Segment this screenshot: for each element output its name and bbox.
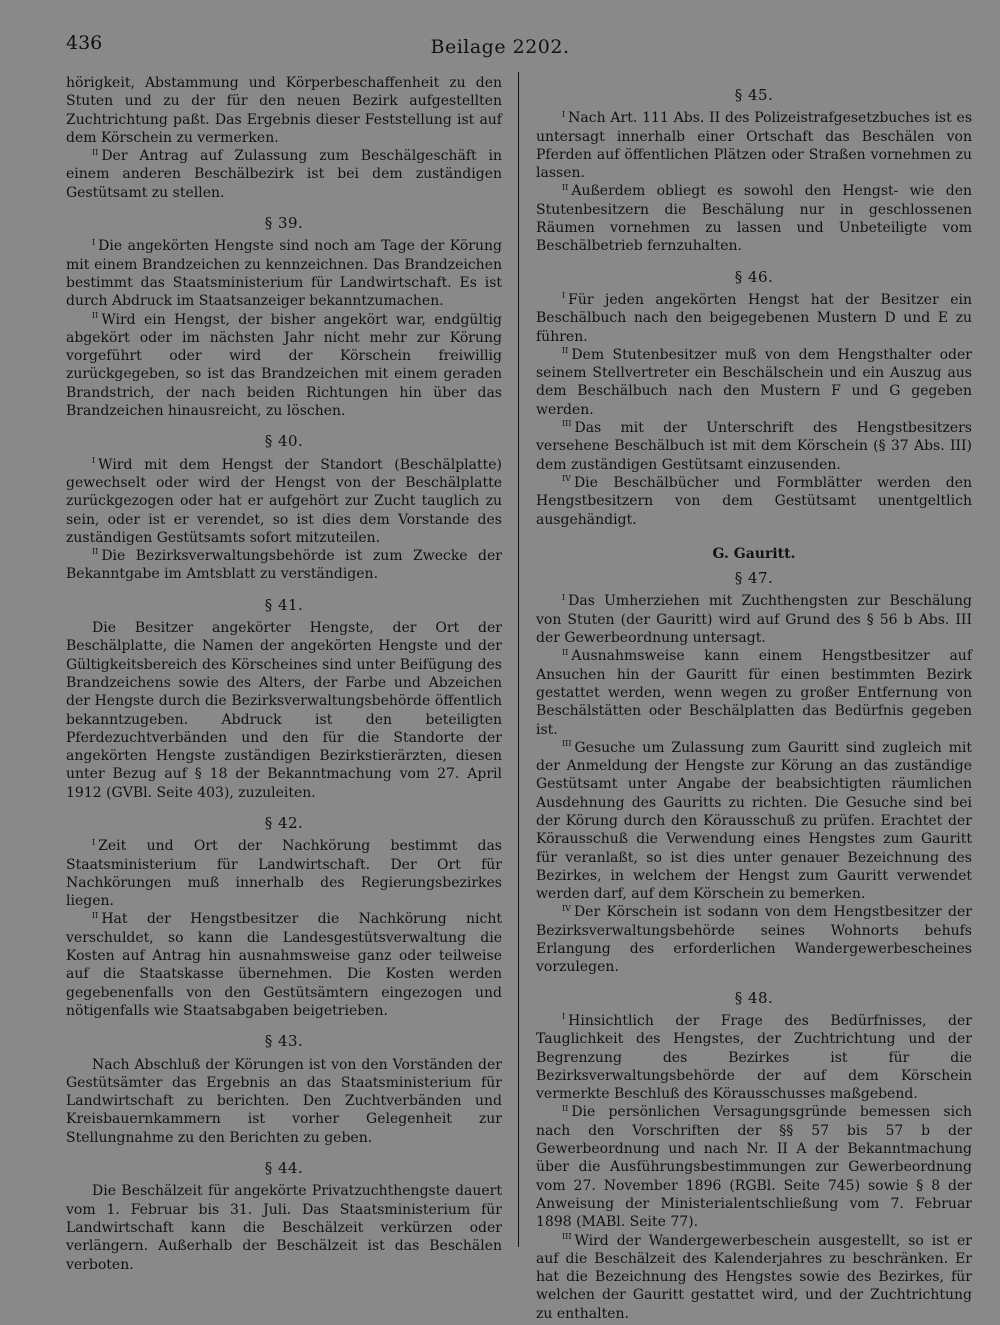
s47-paragraph-iii	[536, 739, 972, 904]
paragraph-text: Nach Art. 111 Abs. II des Polizeistrafgesetzbuches ist es untersagt innerhalb einer Ortschaft das Beschälen von Pferden auf öffentlichen Plätzen oder Straßen vornehmen zu lassen.	[536, 110, 972, 182]
s40-paragraph-i	[66, 456, 502, 547]
paragraph-mark: I	[92, 837, 96, 847]
s45-paragraph-i	[536, 109, 972, 182]
paragraph-mark: III	[562, 1231, 572, 1241]
paragraph-mark: II	[562, 647, 569, 657]
paragraph-mark: II	[92, 310, 99, 320]
paragraph-text: Die Beschälbücher und Formblätter werden den Hengstbesitzern von dem Gestütsamt unentgeltlich ausgehändigt.	[536, 474, 972, 528]
page-number: 436	[66, 32, 103, 54]
s48-paragraph-iii	[536, 1232, 972, 1323]
paragraph-mark: I	[92, 455, 96, 465]
paragraph-mark: II	[562, 346, 569, 356]
paragraph-text: Das mit der Unterschrift des Hengstbesitzers versehene Beschälbuch ist mit dem Körschein (§ 37 Abs. III) dem zuständigen Gestütsamt einzusenden.	[536, 420, 972, 473]
s42-paragraph-ii	[66, 910, 502, 1020]
s47-paragraph-i	[536, 592, 972, 647]
s42-paragraph-i	[66, 837, 502, 910]
s39-paragraph-ii	[66, 311, 502, 421]
column-divider	[518, 72, 519, 1247]
s48-paragraph-i	[536, 1012, 972, 1103]
paragraph-mark: II	[92, 547, 99, 557]
section-heading-44: § 44.	[264, 1159, 304, 1178]
s43-paragraph: Nach Abschluß der Körungen ist von den Vorständen der Gestütsämter das Ergebnis an das Staatsministerium für Landwirtschaft zu berichten. Den Zuchtverbänden und Kreisbauernkammern ist vorher Gelegenheit zur Stellungnahme zu den Berichten zu geben.	[66, 1056, 502, 1146]
section-heading-41: § 41.	[264, 595, 304, 614]
s46-paragraph-iv	[536, 474, 972, 529]
section-heading-43: § 43.	[264, 1032, 304, 1051]
section-heading-42: § 42.	[264, 813, 304, 832]
s46-paragraph-i	[536, 291, 972, 346]
paragraph-text: Hat der Hengstbesitzer die Nachkörung nicht verschuldet, so kann die Landesgestütsverwaltung die Kosten auf Antrag hin ausnahmsweise ganz oder teilweise auf die Staatskasse übernehmen. Die Kosten werden gegebenenfalls von den Gestütsämtern eingezogen und nötigenfalls wie Staatsabgaben beigetrieben.	[66, 911, 502, 1019]
paragraph-text: Hinsichtlich der Frage des Bedürfnisses, der Tauglichkeit des Hengstes, der Zuchtrichtung und der Begrenzung des Bezirkes ist für die Bezirksverwaltungsbehörde der auf dem Körschein vermerkte Beschluß des Körausschusses maßgebend.	[536, 1012, 972, 1103]
s40-paragraph-ii	[66, 547, 502, 584]
section-heading-47: § 47.	[734, 569, 774, 588]
paragraph-text: Dem Stutenbesitzer muß von dem Hengsthalter oder seinem Stellvertreter ein Beschälschein und ein Auszug aus dem Beschälbuch nach den Mustern F und G gegeben werden.	[536, 346, 972, 418]
paragraph-mark: III	[562, 739, 572, 749]
paragraph-intro: hörigkeit, Abstammung und Körperbeschaffenheit zu den Stuten und zu der für den neuen Bezirk aufgestellten Zuchtrichtung paßt. Das Ergebnis dieser Feststellung ist auf dem Körschein zu vermerken.	[66, 75, 502, 146]
paragraph-mark: II	[562, 1103, 569, 1113]
paragraph-mark: I	[92, 237, 96, 247]
s48-paragraph-ii	[536, 1103, 972, 1231]
paragraph-mark: II	[92, 147, 99, 157]
paragraph-mark: I	[562, 592, 566, 602]
paragraph-text: Der Antrag auf Zulassung zum Beschälgeschäft in einem anderen Beschälbezirk ist bei dem zuständigen Gestütsamt zu stellen.	[66, 148, 502, 201]
paragraph-mark: I	[562, 1012, 566, 1022]
section-heading-39: § 39.	[264, 214, 304, 233]
paragraph-mark: III	[562, 419, 572, 429]
paragraph-mark: I	[562, 291, 566, 301]
paragraph-text: Ausnahmsweise kann einem Hengstbesitzer auf Ansuchen hin der Gauritt für einen bestimmten Bezirk gestattet werden, wenn wegen zu großer Entfernung von Beschälstätten oder Beschälplatten das Bedürfnis gegeben ist.	[536, 648, 972, 738]
paragraph-text: Das Umherziehen mit Zuchthengsten zur Beschälung von Stuten (der Gauritt) wird auf Grund des § 56 b Abs. III der Gewerbeordnung untersagt.	[536, 593, 972, 647]
section-heading-45: § 45.	[734, 86, 774, 104]
paragraph-intro-ii	[66, 147, 502, 202]
paragraph-mark: II	[562, 182, 569, 192]
paragraph-mark: IV	[562, 903, 571, 913]
section-heading-40: § 40.	[264, 432, 304, 451]
paragraph-mark: IV	[562, 474, 571, 484]
paragraph-mark: II	[92, 910, 99, 920]
paragraph-text: Gesuche um Zulassung zum Gauritt sind zugleich mit der Anmeldung der Hengste zur Körung an das zuständige Gestütsamt unter Angabe der beabsichtigten räumlichen Ausdehnung des Gauritts zu richten. Die Gesuche sind bei der Körung durch den Körausschuß zu prüfen. Erachtet der Körausschuß die Verwendung eines Hengstes zum Gauritt für veranlaßt, so ist dies unter genauer Bezeichnung des Bezirkes, in welchem der Hengst zum Gauritt verwendet werden darf, auf dem Körschein zu bemerken.	[536, 739, 972, 903]
s41-paragraph: Die Besitzer angekörter Hengste, der Ort der Beschälplatte, die Namen der angekörten Hengste und der Gültigkeitsbereich des Körscheines sind unter Beifügung des Brandzeichens sowie des Alters, der Farbe und Abzeichen der Hengste durch die Bezirksverwaltungsbehörde öffentlich bekanntzugeben. Abdruck ist den beteiligten Pferdezuchtverbänden und den für die Standorte der angekörten Hengste zuständigen Bezirkstierärzten, diesen unter Bezug auf § 18 der Bekanntmachung vom 27. April 1912 (GVBl. Seite 403), zuzuleiten.	[66, 620, 502, 801]
s39-paragraph-i	[66, 237, 502, 310]
paragraph-text: Zeit und Ort der Nachkörung bestimmt das Staatsministerium für Landwirtschaft. Der Ort für Nachkörungen muß innerhalb des Regierungsbezirkes liegen.	[66, 838, 502, 910]
right-column	[536, 86, 972, 1323]
paragraph-text: Die persönlichen Versagungsgründe bemessen sich nach den Vorschriften der §§ 57 bis 57 b der Gewerbeordnung und nach Nr. II A der Bekanntmachung über die Ausführungsbestimmungen zur Gewerbeordnung vom 27. November 1896 (RGBl. Seite 745) sowie § 8 der Anweisung der Ministerialentschließung vom 7. Februar 1898 (MABl. Seite 77).	[536, 1104, 972, 1231]
paragraph-text: Der Körschein ist sodann von dem Hengstbesitzer der Bezirksverwaltungsbehörde seines Wohnorts behufs Erlangung des erforderlichen Wandergewerbescheines vorzulegen.	[536, 904, 972, 976]
section-heading-46: § 46.	[734, 267, 774, 286]
paragraph-text: Die angekörten Hengste sind noch am Tage der Körung mit einem Brandzeichen zu kennzeichnen. Das Brandzeichen bestimmt das Staatsministerium für Landwirtschaft. Es ist durch Abdruck im Staatsanzeiger bekanntzumachen.	[66, 238, 502, 310]
paragraph-text: Wird ein Hengst, der bisher angekört war, endgültig abgekört oder im nächsten Jahr nicht mehr zur Körung vorgeführt oder wird der Körschein freiwillig zurückgegeben, so ist das Brandzeichen mit einem geraden Brandstrich, der nach beiden Richtungen hin über das Brandzeichen hinausreicht, zu löschen.	[66, 311, 502, 420]
paragraph-mark: I	[562, 109, 566, 119]
s47-paragraph-iv	[536, 903, 972, 976]
section-heading-48: § 48.	[734, 988, 774, 1007]
page-header-title: Beilage 2202.	[430, 36, 570, 58]
s46-paragraph-iii	[536, 419, 972, 474]
s45-paragraph-ii	[536, 182, 972, 255]
left-column	[66, 74, 502, 1274]
section-title-gauritt: G. Gauritt.	[712, 545, 796, 562]
paragraph-text: Wird mit dem Hengst der Standort (Beschälplatte) gewechselt oder wird der Hengst von der Beschälplatte zurückgezogen oder hat er aufgehört zur Zucht tauglich zu sein, oder ist er verendet, so ist dies dem Vorstande des zuständigen Gestütsamts sofort mitzuteilen.	[66, 456, 502, 546]
s46-paragraph-ii	[536, 346, 972, 419]
s44-paragraph: Die Beschälzeit für angekörte Privatzuchthengste dauert vom 1. Februar bis 31. Juli. Das Staatsministerium für Landwirtschaft kann die Beschälzeit verkürzen oder verlängern. Außerhalb der Beschälzeit ist das Beschälen verboten.	[66, 1183, 502, 1273]
paragraph-text: Die Bezirksverwaltungsbehörde ist zum Zwecke der Bekanntgabe im Amtsblatt zu verständigen.	[66, 548, 502, 583]
paragraph-text: Wird der Wandergewerbeschein ausgestellt, so ist er auf die Beschälzeit des Kalenderjahres zu beschränken. Er hat die Bezeichnung des Hengstes sowie des Bezirkes, für welchen der Gauritt gestattet wird, und der Zuchtrichtung zu enthalten.	[536, 1232, 972, 1322]
paragraph-text: Für jeden angekörten Hengst hat der Besitzer ein Beschälbuch nach den beigegebenen Mustern D und E zu führen.	[536, 291, 972, 345]
paragraph-text: Außerdem obliegt es sowohl den Hengst- wie den Stutenbesitzern die Beschälung nur in geschlossenen Räumen vornehmen zu lassen und Unbeteiligte vom Beschälbetrieb fernzuhalten.	[536, 183, 972, 255]
s47-paragraph-ii	[536, 647, 972, 738]
